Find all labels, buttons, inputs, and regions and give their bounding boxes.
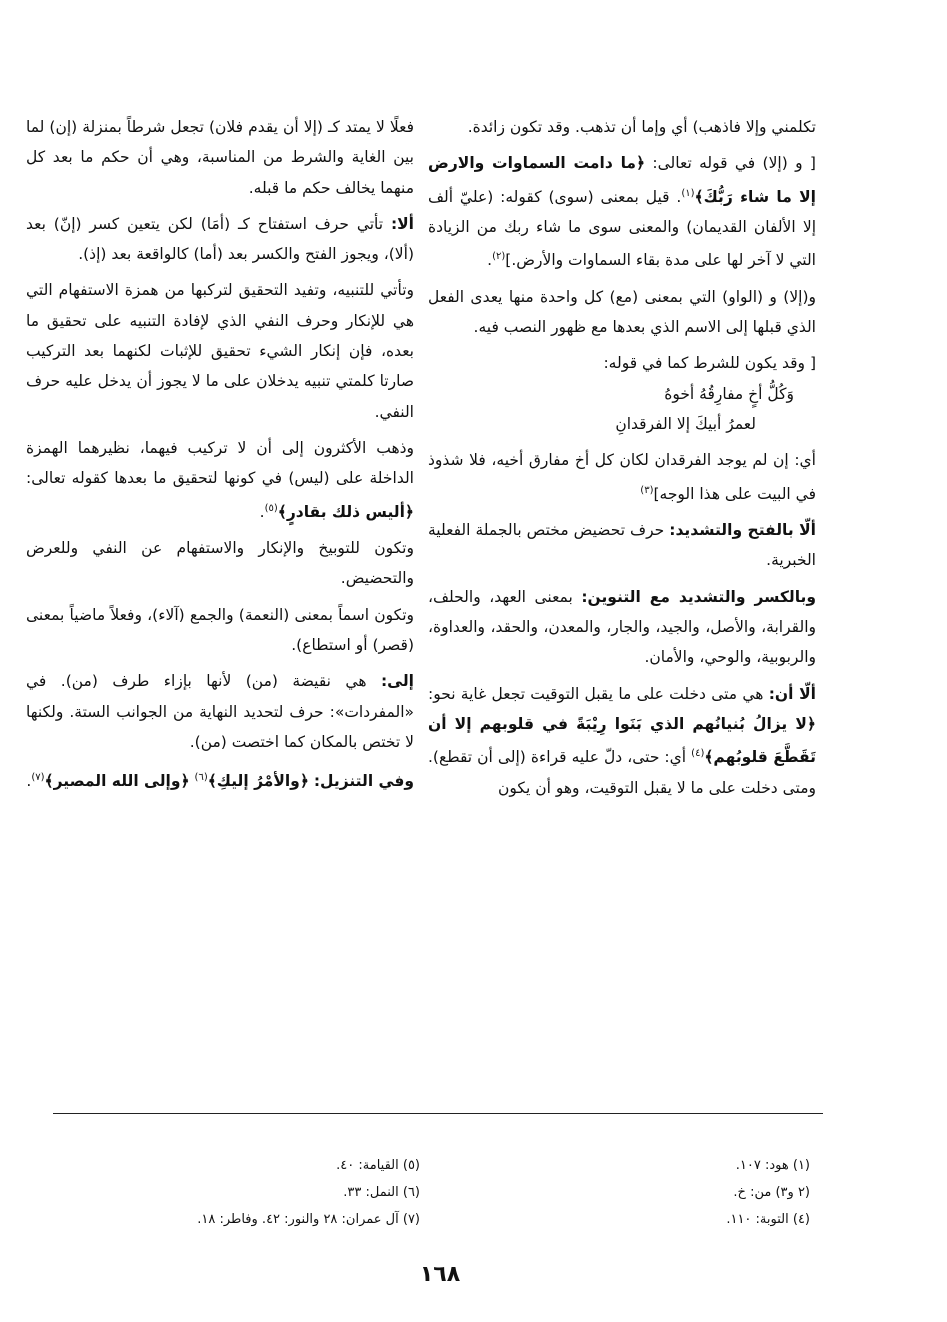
paragraph [428,348,816,439]
paragraph [428,282,816,343]
text: وذهب الأكثرون إلى أن لا تركيب فيهما، نظيرهما الهمزة الداخلة على (ليس) في كونها لتحقيق ما بعدها كقوله تعالى: [26,438,414,488]
text: أي: إن لم يوجد الفرقدان لكان كل أخ مفارق أخيه، فلا شذوذ في البيت على هذا الوجه] [428,451,816,503]
footnote: (٤) التوبة: ١١٠. [726,1212,810,1227]
footnote-ref: (٧) [31,772,45,784]
text: فعلًا لا يمتد كـ (إلا أن يقدم فلان) تجعل شرطاً بمنزلة (إن) لما بين الغاية والشرط من المناسبة، وهي أن حكم ما بعد كل منهما يخالف حكم ما قبله. [26,118,414,197]
entry-head: إلى: [380,672,414,691]
paragraph [428,112,816,142]
text: تأتي حرف استفتاح كـ (أمَا) لكن يتعين كسر (إنّ) بعد (ألا)، ويجوز الفتح والكسر بعد (أما) كالواقعة بعد (إذ). [26,214,414,264]
right-column [428,112,816,809]
quran-quote: ﴿وإلى الله المصير﴾ [44,772,190,791]
text: هي متى دخلت على ما يقبل التوقيت تجعل غاية نحو: [428,684,764,703]
text: تكلمني وإلا فاذهب) أي وإما أن تذهب. وقد تكون زائدة. [467,118,816,136]
text: بمعنى العهد، والحلف، والقرابة، والأصل، والجيد، والجار، والمعدن، والحقد، والعداوة، والربوبية، والوحي، والأمان. [428,587,816,667]
paragraph [428,582,816,673]
footnote: (٧) آل عمران: ٢٨ والنور: ٤٢. وفاطر: ١٨. [197,1212,420,1227]
footnote-ref: (٦) [194,772,208,784]
text: حرف تحضيض مختص بالجملة الفعلية الخبرية. [428,521,816,570]
entry-head: ألا: [390,214,414,233]
text: هي نقيضة (من) لأنها بإزاء طرف (من). في «المفردات»: حرف لتحديد النهاية من الجوانب الستة. ولكنها لا تختص بالمكان كما اختصت (من). [26,672,414,751]
footnotes-left [115,1152,420,1233]
footnote: (١) هود: ١٠٧. [735,1158,810,1173]
paragraph [428,679,816,803]
footnote: (٥) القيامة: ٤٠. [336,1158,420,1173]
footnote-divider [53,1113,823,1114]
left-column [26,112,414,803]
text: [ وقد يكون للشرط كما في قوله: [603,354,816,373]
footnote-ref: (١) [681,187,695,199]
footnotes-right [600,1152,810,1233]
footnote-ref: (٥) [264,502,278,514]
text: و(إلا) و (الواو) التي بمعنى (مع) كل واحدة منها يعدى الفعل الذي قبلها إلى الاسم الذي بعدها مع ظهور النصب فيه. [428,287,816,337]
paragraph [428,445,816,509]
quran-quote: ﴿والأمْرُ إليكِ﴾ [207,772,309,791]
verse-line: لعمرُ أبيكَ إلا الفرقدانِ [615,414,756,433]
text: وتكون للتوبيخ والإنكار والاستفهام عن النفي وللعرض والتحضيض. [26,539,414,588]
footnote-ref: (٤) [691,748,705,760]
paragraph [428,515,816,576]
paragraph [26,666,414,757]
paragraph: وفي التنزيل: ﴿والأمْرُ إليكِ﴾$^{(٦)}$ ﴿وإلى الله المصير﴾$^{(٧)}$. [26,772,414,791]
paragraph [26,600,414,661]
paragraph [26,275,414,426]
paragraph [26,533,414,594]
text: وتأتي للتنبيه، وتفيد التحقيق لتركبها من همزة الاستفهام التي هي للإنكار وحرف النفي الذي لإفادة التنبيه على تحقيق ما بعده، فإن إنكار الشيء تحقيق للإثبات لكنهما بعد التركيب صارتا كلمتي تنبيه يدخلان على ما لا يجوز أن يدخل عليه حرف النفي. [26,281,414,421]
quran-quote: ﴿ما دامت السماوات والارض إلا ما شاء رَبُّكَ﴾ [428,154,816,206]
verse-line: وَكُلُّ أخٍ مفارِقُهُ أخوهُ [664,384,794,403]
entry-head: وبالكسر والتشديد مع التنوين: [581,587,816,606]
paragraph [26,209,414,270]
text: وفي التنزيل: [313,772,414,791]
footnote: (٢ و٣) من: خ. [733,1185,810,1200]
entry-head: ألّا بالفتح والتشديد: [669,521,816,540]
paragraph: [ و (إلا) في قوله تعالى: ﴿ما دامت السماوات والارض إلا ما شاء رَبُّكَ﴾$^{(١)}$. قيل بمعنى (سوى) كقوله: (عليّ ألف إلا الألفان القديمان) والمعنى سوى ما شاء ربك من الزيادة التي لا آخر لها على مدة بقاء السماوات والأرض.]$^{(٢)}$. [428,154,816,270]
quran-quote: ﴿لا يزالُ بُنيانُهم الذي بَنَوا رِيْبَةً في قلوبهم إلا أن تَقَطَّعَ قلوبُهم﴾ [428,714,816,767]
text: . قيل بمعنى (سوى) كقوله: (عليّ ألف إلا الألفان القديمان) والمعنى سوى ما شاء ربك من الزيادة التي لا آخر لها على مدة بقاء السماوات والأرض.] [428,187,816,270]
text: [ و (إلا) في قوله تعالى: [652,154,816,173]
quran-quote: ﴿أليس ذلك بقادرٍ﴾ [277,502,414,521]
page-number: ١٦٨ [419,1262,461,1287]
paragraph [26,112,414,203]
footnote-ref: (٢) [492,251,506,263]
entry-head: ألّا أن: [768,684,816,703]
footnote-ref: (٣) [640,484,654,496]
text: أي: حتى، دلّ عليه قراءة (إلى أن تقطع). ومتى دخلت على ما لا يقبل التوقيت، وهو أن يكون [428,748,816,797]
text: وتكون اسماً بمعنى (النعمة) والجمع (آلاء)، وفعلاً ماضياً بمعنى (قصر) أو استطاع). [26,605,414,654]
paragraph: وذهب الأكثرون إلى أن لا تركيب فيهما، نظيرهما الهمزة الداخلة على (ليس) في كونها لتحقيق ما بعدها كقوله تعالى: ﴿أليس ذلك بقادرٍ﴾$^{(٥)}$. [26,438,414,521]
footnote: (٦) النمل: ٣٣. [343,1185,420,1200]
